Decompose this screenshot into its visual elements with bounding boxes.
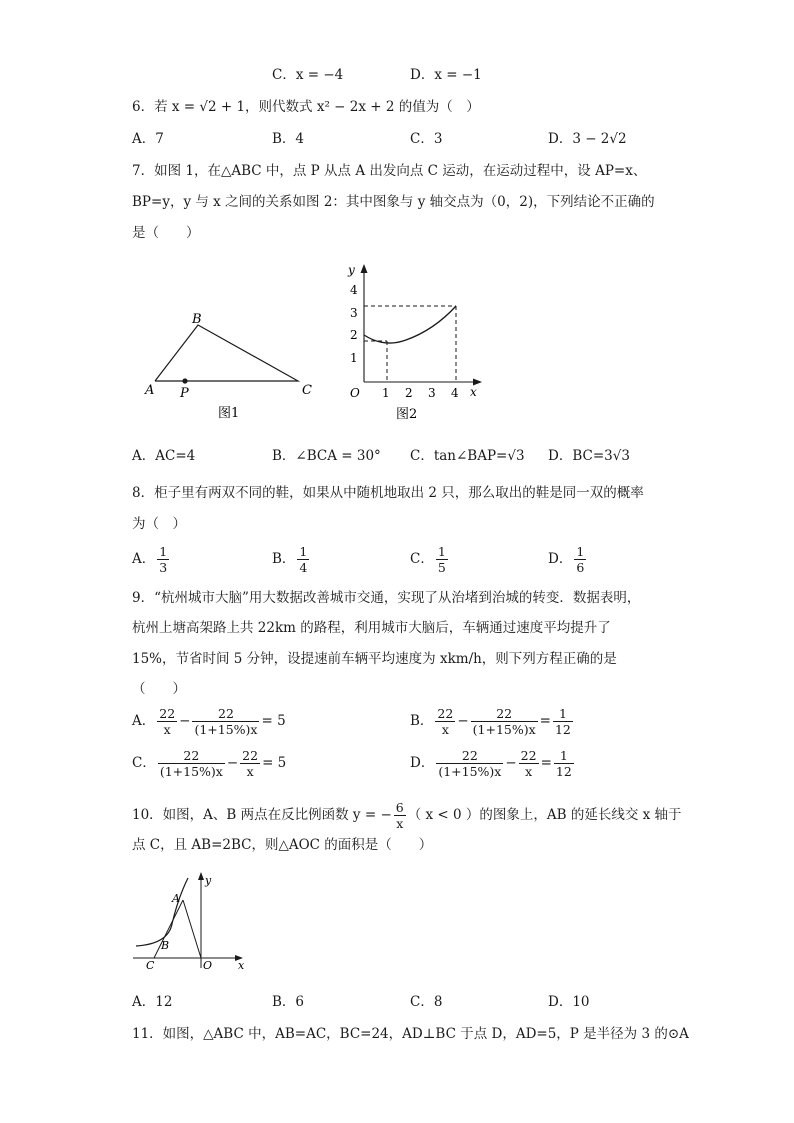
q10-option-b: B．6 [272,994,305,1010]
label-a: A [145,383,155,398]
q9-option-a: A． $\frac{22}{x}$ − $\frac{22}{(1+15\%)x}$ = 5 [132,706,286,737]
y-axis-arrow [361,264,368,273]
fig2-caption: 图2 [396,407,418,422]
q6-option-c: C．3 [410,131,443,147]
fig1-caption: 图1 [218,406,240,421]
q6-option-b: B．4 [272,131,305,147]
q9-line1: 9．“杭州城市大脑”用大数据改善城市交通，实现了从治堵到治城的转变．数据表明， [132,590,641,606]
q8-option-a: A． $\frac{1}{3}$ [132,544,168,575]
q11-line1: 11．如图，△ABC 中，AB=AC，BC=24，AD⊥BC 于点 D，AD=5，P 是半径为 3 的⊙A [132,1026,689,1042]
q9-line2: 杭州上塘高架路上共 22km 的路程，利用城市大脑后，车辆通过速度平均提升了 [132,620,611,636]
point-p [182,378,187,383]
q10-line2: 点 C，且 AB=2BC，则△AOC 的面积是（ ） [132,837,433,853]
q7-line1: 7．如图 1，在△ABC 中，点 P 从点 A 出发向点 C 运动，在运动过程中，设 AP=x、 [132,163,647,179]
q9-line3: 15%，节省时间 5 分钟，设提速前车辆平均速度为 xkm/h，则下列方程正确的是 [132,651,617,667]
q9-option-d: D． $\frac{22}{(1+15\%)x}$ − $\frac{22}{x}$ = $\frac{1}{12}$ [410,748,572,779]
q9-option-c: C． $\frac{22}{(1+15\%)x}$ − $\frac{22}{x}$ = 5 [132,748,287,779]
q10-line1: 10．如图，A、B 两点在反比例函数 y = − $\frac{6}{x}$ （ x < 0 ）的图象上，AB 的延长线交 x 轴于 [132,800,682,831]
label-b: B [192,312,202,327]
q5-option-c: C．x = −4 [272,67,344,83]
q7-line2: BP=y，y 与 x 之间的关系如图 2：其中图象与 y 轴交点为（0，2)，下列结论不正确的 [132,194,655,210]
y-label: y [348,263,355,277]
label-x: x [238,959,245,972]
triangle-abc [155,325,298,381]
q8-option-d: D． $\frac{1}{6}$ [548,544,585,575]
q9-line4: （ ） [132,681,186,697]
label-b: B [161,939,170,952]
x-label: x [470,385,477,399]
q6-option-d: D．3 − 2√2 [548,131,627,147]
q10-option-c: C．8 [410,994,443,1010]
q10-option-a: A．12 [132,994,173,1010]
q6-option-a: A．7 [132,131,164,147]
q7-option-a: A．AC=4 [132,448,196,464]
q7-figure2 [340,258,500,428]
y-tick-3: 3 [350,306,358,320]
q7-figure1 [140,305,330,425]
q8-option-b: B． $\frac{1}{4}$ [272,544,308,575]
q8-line2: 为（ ） [132,516,186,532]
label-a: A [172,892,180,905]
x-tick-3: 3 [428,386,436,400]
y-tick-1: 1 [350,351,358,365]
q7-option-b: B．∠BCA = 30° [272,448,381,464]
q7-option-d: D．BC=3√3 [548,448,630,464]
label-p: P [180,386,189,401]
y-axis-arrow [198,872,204,880]
x-tick-4: 4 [451,386,459,400]
line-ao [183,900,201,958]
q6-stem: 6．若 x = √2 + 1，则代数式 x² − 2x + 2 的值为（ ） [132,99,480,115]
q7-line3: 是（ ） [132,225,200,241]
y-tick-2: 2 [350,328,358,342]
curve [364,306,456,343]
x-tick-2: 2 [405,386,413,400]
q8-line1: 8．柜子里有两双不同的鞋，如果从中随机地取出 2 只，那么取出的鞋是同一双的概率 [132,485,644,501]
label-y: y [205,874,212,887]
x-tick-1: 1 [382,386,390,400]
label-c: C [146,959,155,972]
hyperbola [136,878,188,946]
q7-option-c: C．tan∠BAP=√3 [410,448,525,464]
origin-label: O [350,386,360,400]
label-o: O [203,959,213,972]
q9-option-b: B． $\frac{22}{x}$ − $\frac{22}{(1+15\%)x}$ = $\frac{1}{12}$ [410,706,571,737]
q5-option-d: D．x = −1 [410,67,482,83]
y-tick-4: 4 [350,283,358,297]
q10-figure [128,868,253,978]
q10-option-d: D．10 [548,994,590,1010]
label-c: C [302,383,312,398]
q8-option-c: C． $\frac{1}{5}$ [410,544,446,575]
